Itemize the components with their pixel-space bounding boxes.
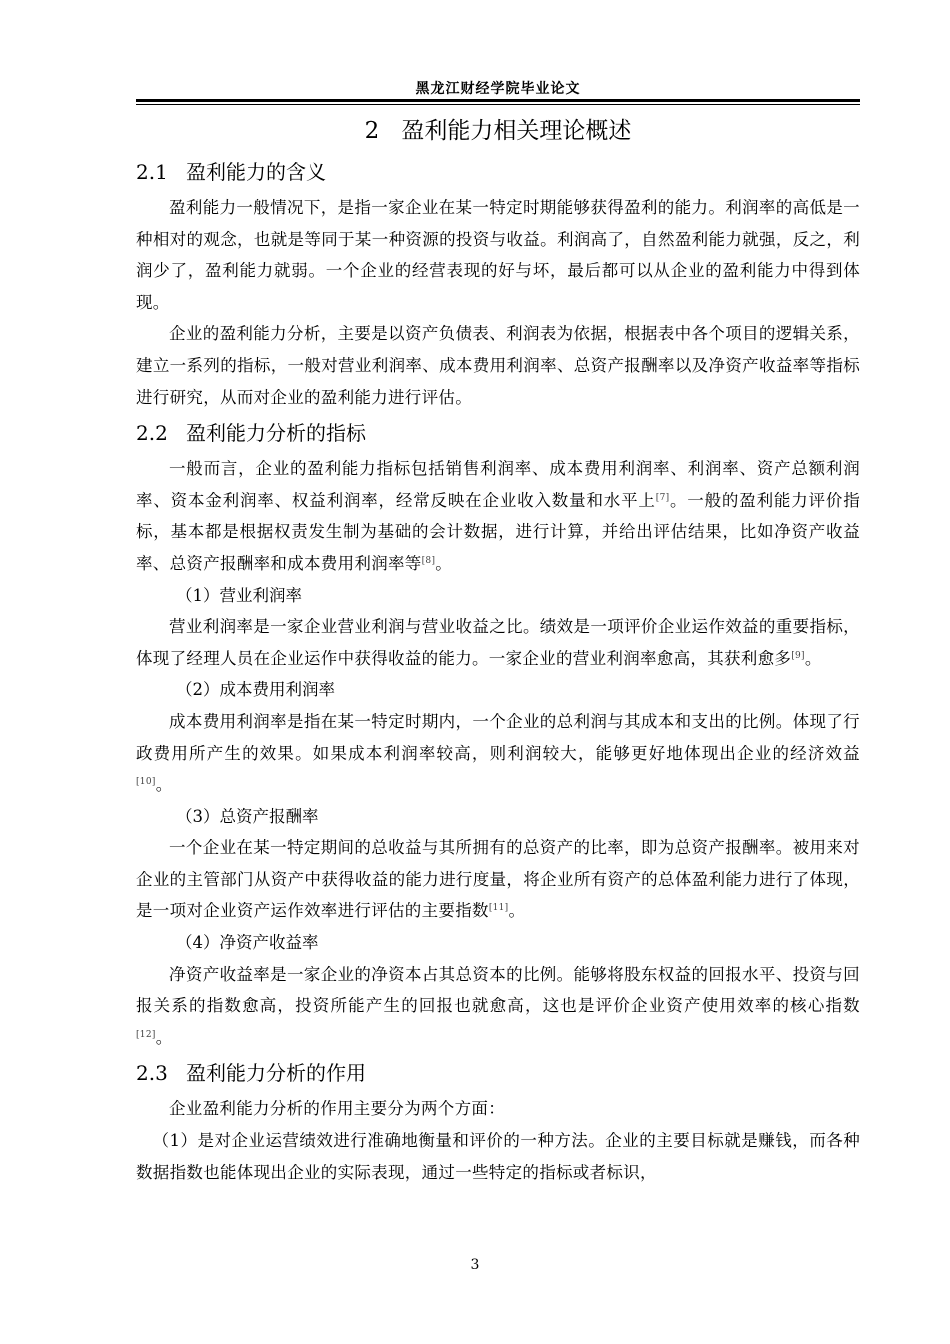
section-title: 盈利能力分析的作用 <box>186 1061 366 1086</box>
item-title: （4）净资产收益率 <box>176 933 319 953</box>
section-heading-2-2 <box>136 413 860 453</box>
header-rule-thin <box>136 104 860 105</box>
item-title: （1）营业利润率 <box>176 585 302 605</box>
paragraph: 企业盈利能力分析的作用主要分为两个方面： <box>169 1099 505 1119</box>
section-number: 2.3 <box>136 1061 168 1086</box>
paragraph <box>136 832 860 927</box>
paragraph <box>136 453 860 579</box>
paragraph-text: 净资产收益率是一家企业的净资本占其总资本的比例。能够将股东权益的回报水平、投资与回报关系的指数愈高，投资所能产生的回报也就愈高，这也是评价企业资产使用效率的核心指数 <box>136 964 860 1016</box>
paragraph-text: 。 <box>508 901 526 921</box>
paragraph <box>136 611 860 674</box>
paragraph <box>136 706 860 801</box>
item-title: （3）总资产报酬率 <box>176 806 319 826</box>
citation-ref: [11] <box>488 903 509 914</box>
running-header: 黑龙江财经学院毕业论文 <box>415 81 581 97</box>
citation-ref: [9] <box>791 650 805 661</box>
section-number: 2.1 <box>136 160 168 184</box>
paragraph-text: 。一般的盈利能力评价指标，基本都是根据权责发生制为基础的会计数据，进行计算，并给出评估结果，比如净资产收益率、总资产报酬率和成本费用利润率等 <box>136 490 860 573</box>
paragraph: 盈利能力一般情况下，是指一家企业在某一特定时期能够获得盈利的能力。利润率的高低是一种相对的观念，也就是等同于某一种资源的投资与收益。利润高了，自然盈利能力就强，反之，利润少了，盈利能力就弱。一个企业的经营表现的好与坏，最后都可以从企业的盈利能力中得到体现。 <box>136 198 860 312</box>
citation-ref: [12] <box>136 1029 156 1040</box>
paragraph-text: 。 <box>435 553 453 573</box>
citation-ref: [7] <box>655 492 670 503</box>
paragraph-text: 。 <box>804 648 822 668</box>
item-title: （2）成本费用利润率 <box>176 680 335 700</box>
paragraph-text: 成本费用利润率是指在某一特定时期内，一个企业的总利润与其成本和支出的比例。体现了行政费用所产生的效果。如果成本利润率较高，则利润较大，能够更好地体现出企业的经济效益 <box>136 711 860 763</box>
citation-ref: [10] <box>136 777 156 788</box>
section-heading-2-3 <box>136 1053 860 1093</box>
header-rule-thick <box>136 99 860 102</box>
paragraph: （1）是对企业运营绩效进行准确地衡量和评价的一种方法。企业的主要目标就是赚钱，而各种数据指数也能体现出企业的实际表现，通过一些特定的指标或者标识， <box>136 1131 860 1182</box>
paragraph-text: 。 <box>155 1027 173 1047</box>
chapter-number: 2 <box>364 118 380 144</box>
paragraph: 企业的盈利能力分析，主要是以资产负债表、利润表为依据，根据表中各个项目的逻辑关系，建立一系列的指标，一般对营业利润率、成本费用利润率、总资产报酬率以及净资产收益率等指标进行研究，从而对企业的盈利能力进行评估。 <box>136 324 860 407</box>
page-content <box>136 110 860 1188</box>
section-heading-2-1 <box>136 152 860 192</box>
paragraph-text: 。 <box>155 775 173 795</box>
paragraph-text: 营业利润率是一家企业营业利润与营业收益之比。绩效是一项评价企业运作效益的重要指标，体现了经理人员在企业运作中获得收益的能力。一家企业的营业利润率愈高，其获利愈多 <box>136 617 860 668</box>
paragraph-text: 一般而言，企业的盈利能力指标包括销售利润率、成本费用利润率、利润率、资产总额利润率、资本金利润率、权益利润率，经常反映在企业收入数量和水平上 <box>136 459 860 510</box>
section-title: 盈利能力分析的指标 <box>186 421 366 446</box>
section-title: 盈利能力的含义 <box>186 160 326 184</box>
paragraph <box>136 959 860 1054</box>
paragraph-text: 一个企业在某一特定期间的总收益与其所拥有的总资产的比率，即为总资产报酬率。被用来对企业的主管部门从资产中获得收益的能力进行度量，将企业所有资产的总体盈利能力进行了体现，是一项对企业资产运作效率进行评估的主要指数 <box>136 838 860 921</box>
chapter-title <box>136 110 860 152</box>
section-number: 2.2 <box>136 421 168 446</box>
chapter-title-text: 盈利能力相关理论概述 <box>401 118 632 144</box>
citation-ref: [8] <box>421 555 436 566</box>
page-number: 3 <box>470 1257 480 1273</box>
